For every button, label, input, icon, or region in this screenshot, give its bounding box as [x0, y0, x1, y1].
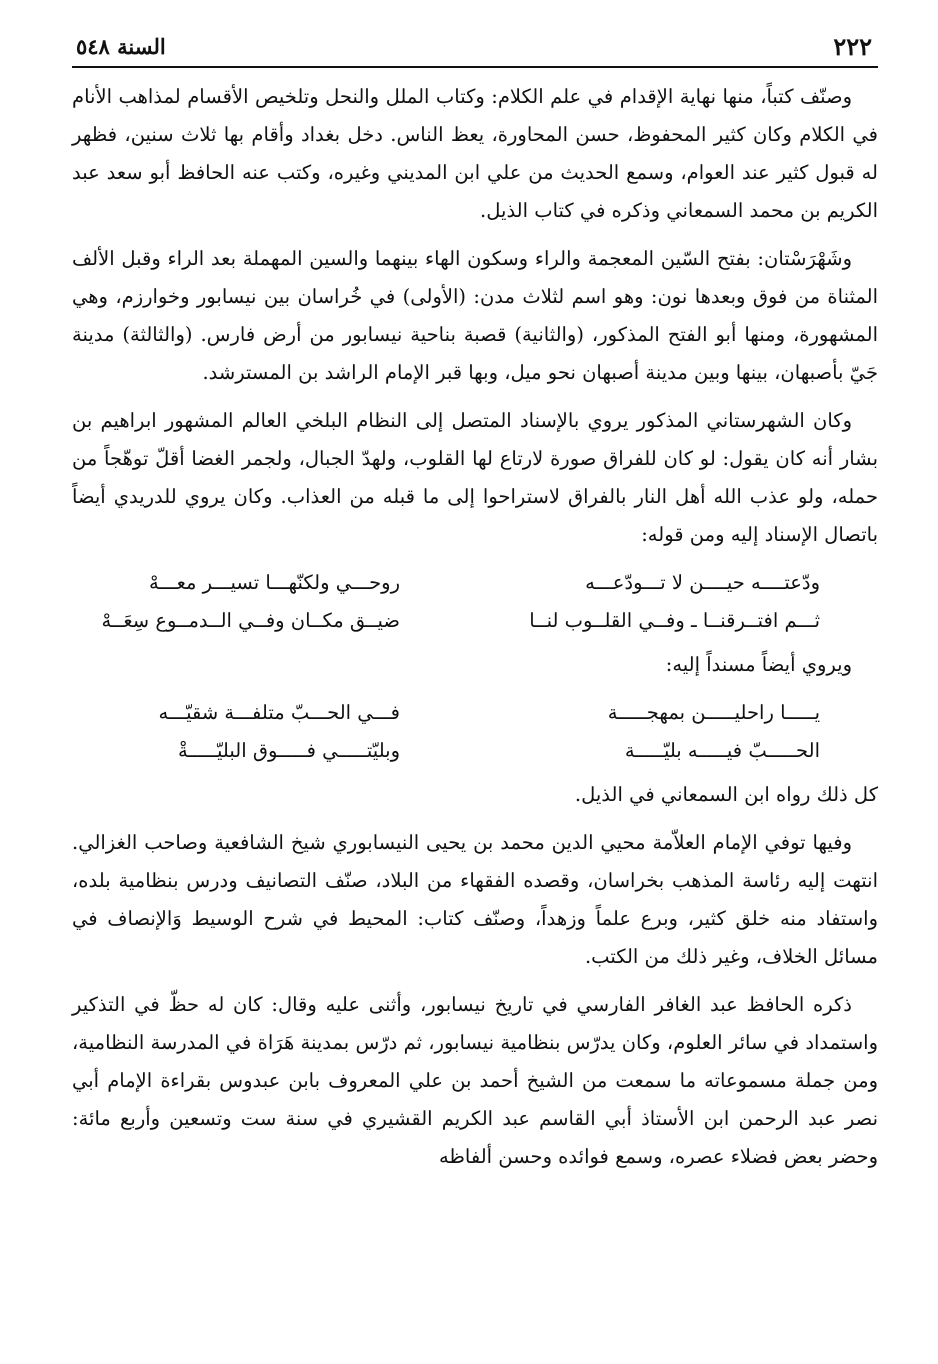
- paragraph-3: وكان الشهرستاني المذكور يروي بالإسناد المتصل إلى النظام البلخي العالم المشهور ابراهيم بن بشار أنه كان يقول: لو كان للفراق صورة لارتاع لها القلوب، ولهدّ الجبال، ولجمر الغضا أقلّ توهّجاً من حمله، ولو عذب الله أهل النار بالفراق لاستراحوا إلى ما قبله من العذاب. وكان يروي للدريدي أيضاً باتصال الإسناد إليه ومن قوله:: [72, 409, 878, 546]
- verse-first-hemistich: يـــــا راحليـــــن بمهجـــــة: [607, 701, 820, 724]
- verse-first-hemistich: ثـــم افتــرقنــا ـ وفــي القلــوب لنــا: [529, 609, 820, 632]
- verse-second-hemistich: فـــي الحـــبّ متلفـــة شقيّـــه: [158, 701, 400, 724]
- poem-verse: [72, 694, 878, 732]
- verse-second-hemistich: ضيــق مكــان وفــي الــدمــوع سِعَــهْ: [101, 609, 400, 632]
- paragraph-2: وشَهْرَسْتان: بفتح السّين المعجمة والراء وسكون الهاء بينهما والسين المهملة بعد الراء وقبل الألف المثناة من فوق وبعدها نون: وهو اسم لثلاث مدن: (الأولى) في خُراسان بين نيسابور وخوارزم، وهي المشهورة، ومنها أبو الفتح المذكور، (والثانية) قصبة بناحية نيسابور من أرض فارس. (والثالثة) مدينة جَيّ بأصبهان، بينها وبين مدينة أصبهان نحو ميل، وبها قبر الإمام الراشد بن المسترشد.: [72, 247, 878, 384]
- verse-second-hemistich: وبليّتـــــي فـــــوق البليّـــــةْ: [178, 739, 400, 762]
- poem-verse: [72, 732, 878, 770]
- page-number: ٢٢٢: [833, 32, 872, 61]
- poem-verse: [72, 602, 878, 640]
- verse-second-hemistich: روحـــي ولكنّهـــا تسيـــر معـــهْ: [148, 571, 400, 594]
- page-header: [72, 30, 878, 68]
- paragraph-4: ويروي أيضاً مسنداً إليه:: [665, 653, 852, 676]
- poem-1: [72, 564, 878, 640]
- paragraph-7: ذكره الحافظ عبد الغافر الفارسي في تاريخ نيسابور، وأثنى عليه وقال: كان له حظّ في التذكير واستمداد في سائر العلوم، وكان يدرّس بنظامية نيسابور، ثم درّس بمدينة هَرَاة في المدرسة النظامية، ومن جملة مسموعاته ما سمعت من الشيخ أحمد بن علي المعروف بابن عبدوس بقراءة الإمام أبي نصر عبد الرحمن ابن الأستاذ أبي القاسم عبد الكريم القشيري في سنة ست وتسعين وأربع مائة: وحضر بعض فضلاء عصره، وسمع فوائده وحسن ألفاظه: [72, 993, 878, 1168]
- running-title-year: السنة ٥٤٨: [76, 34, 166, 59]
- paragraph-6: وفيها توفي الإمام العلاّمة محيي الدين محمد بن يحيى النيسابوري شيخ الشافعية وصاحب الغزالي. انتهت إليه رئاسة المذهب بخراسان، وقصده الفقهاء من البلاد، صنّف التصانيف ودرس بنظامية بلده، واستفاد منه خلق كثير، وبرع علماً وزهداً، وصنّف كتاب: المحيط في شرح الوسيط وَالإنصاف في مسائل الخلاف، وغير ذلك من الكتب.: [72, 831, 878, 968]
- verse-first-hemistich: ودّعتــــه حيــــن لا تـــودّعـــه: [585, 571, 820, 594]
- page-body: [72, 78, 878, 1176]
- verse-first-hemistich: الحـــــبّ فيـــــه بليّـــــة: [624, 739, 820, 762]
- paragraph-5: كل ذلك رواه ابن السمعاني في الذيل.: [574, 783, 878, 806]
- poem-verse: [72, 564, 878, 602]
- paragraph-1: وصنّف كتباً، منها نهاية الإقدام في علم الكلام: وكتاب الملل والنحل وتلخيص الأقسام لمذاهب الأنام في الكلام وكان كثير المحفوظ، حسن المحاورة، يعظ الناس. دخل بغداد وأقام بها ثلاث سنين، فظهر له قبول كثير عند العوام، وسمع الحديث من علي ابن المديني وغيره، وكتب عنه الحافظ أبو سعد عبد الكريم بن محمد السمعاني وذكره في كتاب الذيل.: [72, 85, 878, 222]
- poem-2: [72, 694, 878, 770]
